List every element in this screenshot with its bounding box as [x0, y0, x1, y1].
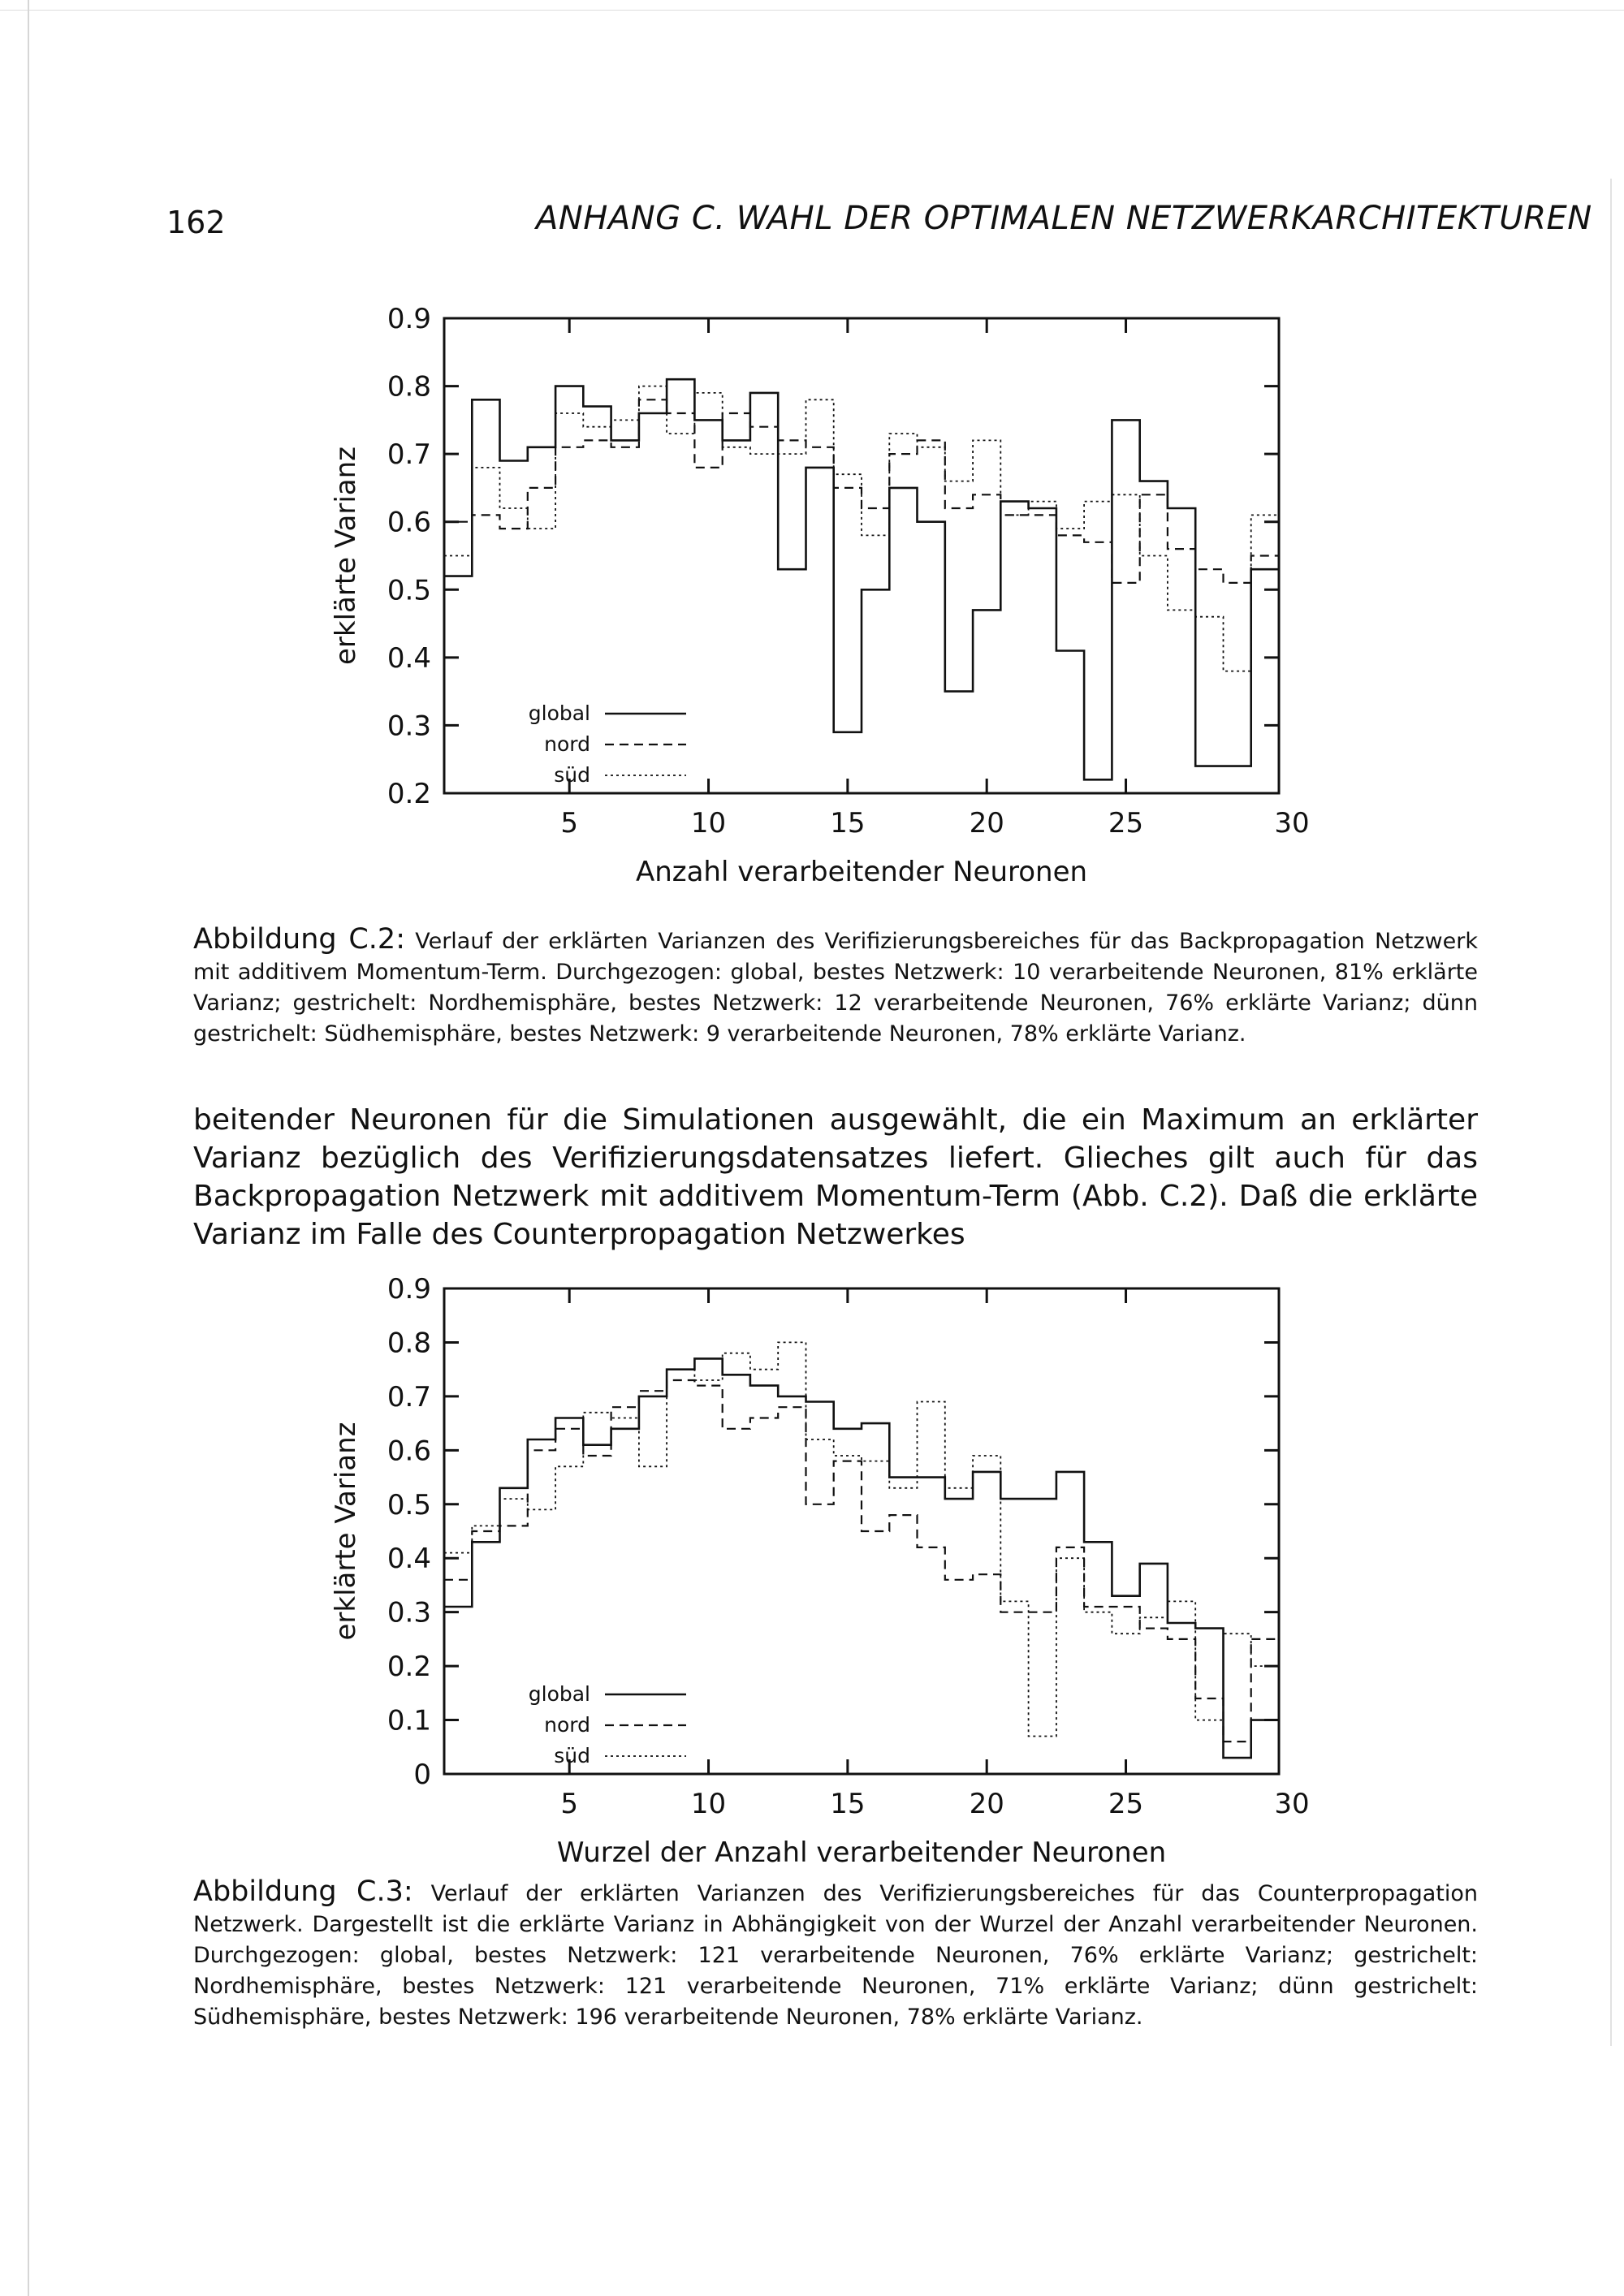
caption-c2-label: Abbildung C.2: [193, 923, 405, 956]
caption-c3-text: Verlauf der erklärten Varianzen des Verifizierungsbereiches für das Counterpropagation Netzwerk. Dargestellt ist die erklärte Varianz in Abhängigkeit von der Wurzel der Anzahl verarbeitender Neuronen. Durchgezogen: global, bestes Netzwerk: 121 verarbeitende Neuronen, 76% erklärte Varianz; gestrichelt: Nordhemisphäre, bestes Netzwerk: 121 verarbeitende Neuronen, 71% erklärte Varianz; dünn gestrichelt: Südhemisphäre, bestes Netzwerk: 196 verarbeitende Neuronen, 78% erklärte Varianz. [193, 1881, 1478, 2030]
y-tick-label: 0.2 [387, 1651, 431, 1684]
legend-label: süd [554, 763, 590, 787]
x-tick-label: 10 [690, 1788, 727, 1820]
x-axis-label: Anzahl verarbeitender Neuronen [635, 856, 1088, 888]
y-tick-label: 0.8 [387, 1327, 431, 1360]
data-point-nord [568, 1427, 571, 1431]
legend-label: nord [544, 1713, 590, 1737]
y-tick-label: 0.5 [387, 574, 431, 607]
x-tick-label: 30 [1274, 807, 1310, 839]
legend-label: süd [554, 1744, 590, 1767]
y-tick-label: 0.4 [387, 1543, 431, 1576]
caption-c2-text: Verlauf der erklärten Varianzen des Verifizierungsbereiches für das Backpropagation Netzwerk mit additivem Momentum-Term. Durchgezogen: global, bestes Netzwerk: 10 verarbeitende Neuronen, 81% erklärte Varianz; gestrichelt: Nordhemisphäre, bestes Netzwerk: 12 verarbeitende Neuronen, 76% erklärte Varianz; dünn gestrichelt: Südhemisphäre, bestes Netzwerk: 9 verarbeitende Neuronen, 78% erklärte Varianz. [193, 929, 1478, 1047]
y-tick-label: 0.7 [387, 438, 431, 472]
left-margin-line [28, 0, 29, 2296]
y-tick-label: 0.7 [387, 1380, 431, 1413]
y-tick-label: 0.8 [387, 370, 431, 404]
x-tick-label: 25 [1108, 807, 1144, 839]
body-paragraph: beitender Neuronen für die Simulationen ausgewählt, die ein Maximum an erklärter Varianz bezüglich des Verifizierungsdatensatzes liefert. Glieches gilt auch für das Backpropagation Netzwerk mit additivem Momentum-Term (Abb. C.2). Daß die erklärte Varianz im Falle des Counterpropagation Netzwerkes [193, 1103, 1478, 1251]
y-axis-label: erklärte Varianz [330, 446, 362, 666]
data-point-süd [901, 1487, 905, 1490]
data-point-süd [512, 1497, 516, 1500]
legend-label: global [528, 701, 590, 725]
x-tick-label: 15 [830, 807, 866, 839]
data-point-nord [1125, 581, 1128, 585]
data-point-nord [1152, 493, 1155, 496]
legend-label: nord [544, 732, 590, 756]
y-tick-label: 0.4 [387, 641, 431, 675]
y-tick-label: 0.3 [387, 1596, 431, 1629]
x-tick-label: 5 [560, 1788, 579, 1820]
data-point-nord [707, 1384, 710, 1388]
y-tick-label: 0.3 [387, 710, 431, 743]
right-margin-line [1610, 179, 1612, 2046]
data-point-nord [1069, 533, 1072, 537]
x-tick-label: 10 [690, 807, 727, 839]
data-point-nord [707, 466, 710, 469]
data-point-süd [1152, 1616, 1155, 1619]
y-tick-label: 0.6 [387, 506, 431, 539]
x-tick-label: 15 [830, 1788, 866, 1820]
x-tick-label: 20 [969, 807, 1004, 839]
series-line-süd [444, 1342, 1279, 1736]
y-axis-label: erklärte Varianz [330, 1422, 362, 1641]
y-tick-label: 0 [413, 1759, 431, 1791]
x-tick-label: 20 [969, 1788, 1004, 1820]
data-point-nord [1207, 568, 1211, 571]
chart-c2 [309, 300, 1332, 917]
caption-c3 [193, 1876, 1478, 2033]
x-tick-label: 25 [1108, 1788, 1144, 1820]
chart-c3 [309, 1271, 1332, 1869]
y-tick-label: 0.5 [387, 1488, 431, 1521]
x-tick-label: 30 [1274, 1788, 1310, 1820]
caption-c2 [193, 924, 1478, 1050]
y-tick-label: 0.9 [387, 1273, 431, 1306]
data-point-süd [651, 1465, 654, 1468]
data-point-süd [762, 452, 766, 455]
top-scan-line [0, 10, 1624, 11]
data-point-nord [540, 486, 543, 490]
data-point-süd [930, 446, 933, 449]
data-point-nord [596, 438, 599, 442]
running-head: ANHANG C. WAHL DER OPTIMALEN NETZWERKARCHITEKTUREN [536, 200, 1592, 237]
data-point-süd [1069, 527, 1072, 530]
data-point-süd [874, 533, 877, 537]
x-axis-label: Wurzel der Anzahl verarbeitender Neuronen [556, 1836, 1167, 1869]
y-tick-label: 0.1 [387, 1704, 431, 1737]
page-number: 162 [166, 205, 226, 240]
data-point-süd [985, 438, 988, 442]
data-point-nord [624, 1405, 627, 1409]
y-tick-label: 0.9 [387, 303, 431, 335]
data-point-nord [651, 1389, 654, 1392]
legend-label: global [528, 1682, 590, 1706]
y-tick-label: 0.6 [387, 1435, 431, 1468]
x-tick-label: 5 [560, 807, 579, 839]
y-tick-label: 0.2 [387, 778, 431, 810]
caption-c3-label: Abbildung C.3: [193, 1875, 413, 1908]
